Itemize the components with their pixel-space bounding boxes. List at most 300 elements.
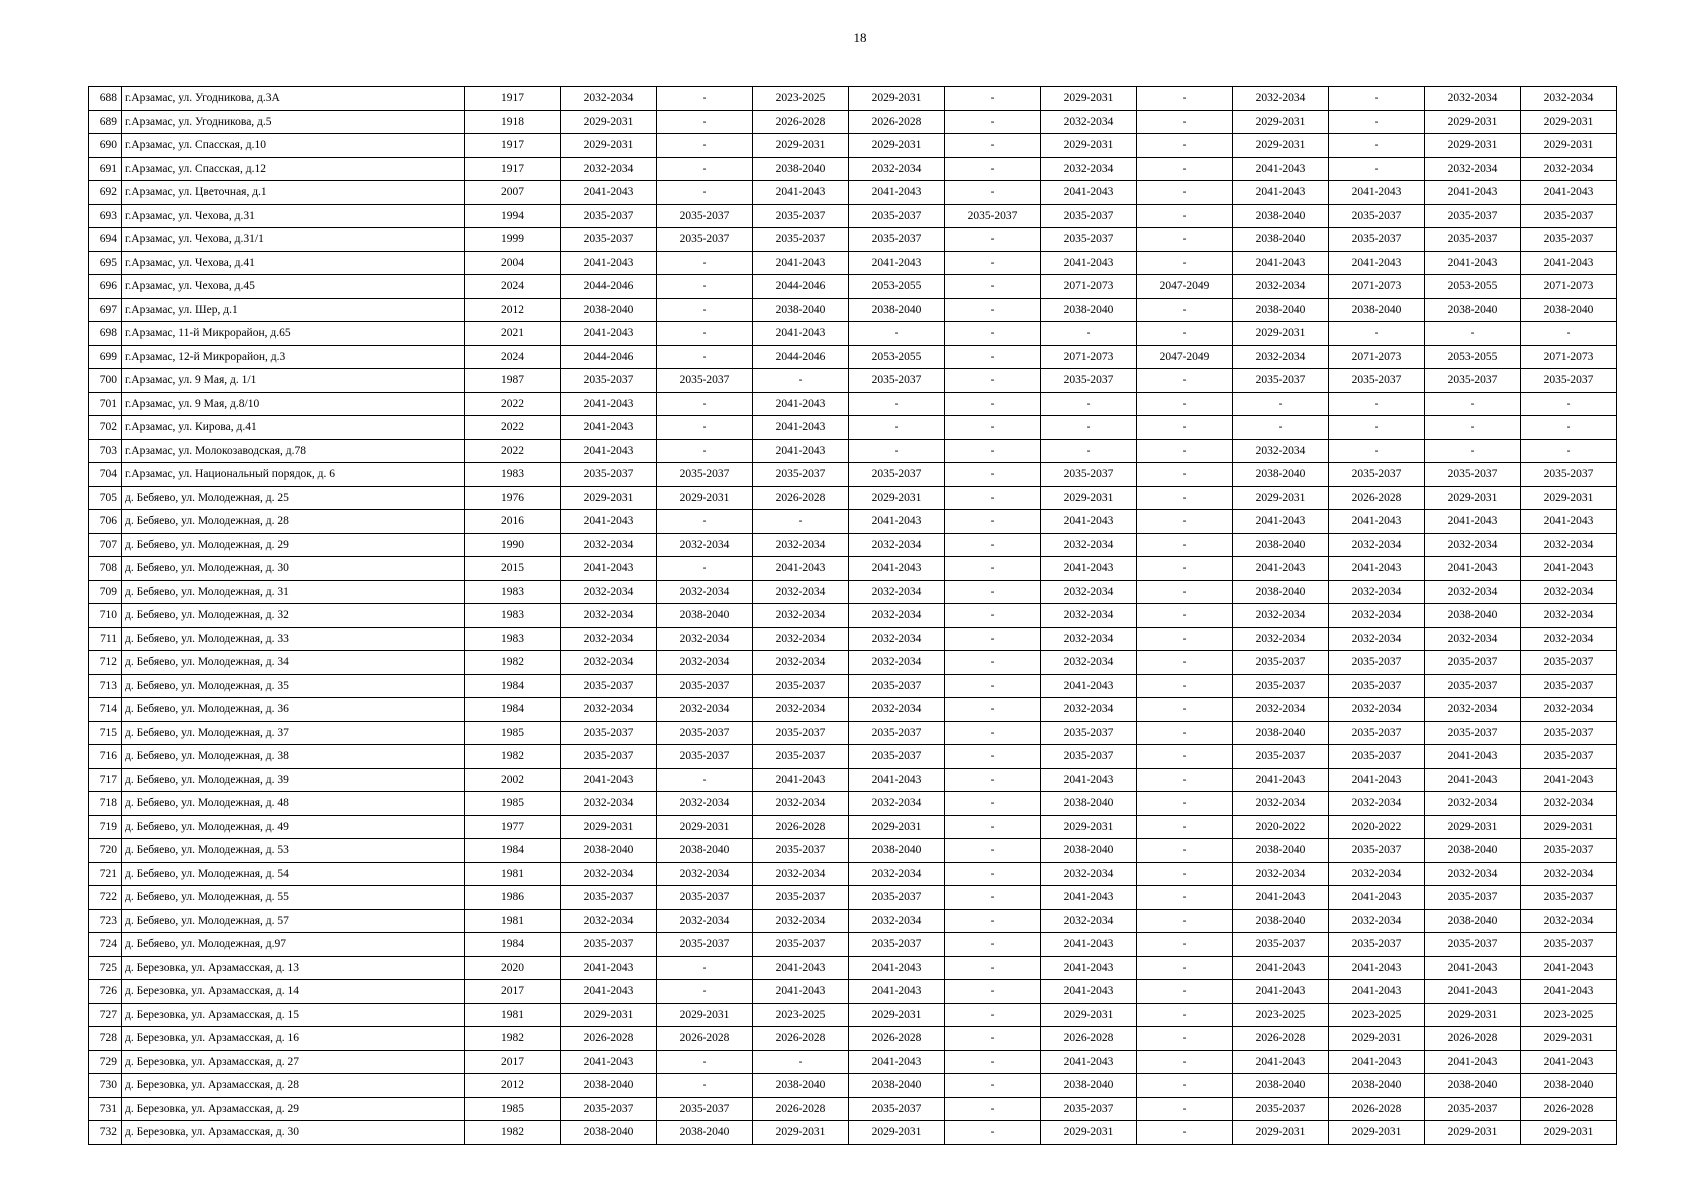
table-row <box>89 416 1617 440</box>
table-row <box>89 909 1617 933</box>
cell-period-1: 2038-2040 <box>561 1121 657 1145</box>
cell-period-5: - <box>945 251 1041 275</box>
cell-period-9: 2035-2037 <box>1329 463 1425 487</box>
cell-period-8: 2029-2031 <box>1233 1121 1329 1145</box>
cell-row-number: 693 <box>89 204 122 228</box>
cell-address: д. Березовка, ул. Арзамасская, д. 14 <box>122 980 465 1004</box>
cell-period-10: 2032-2034 <box>1425 792 1521 816</box>
cell-period-6: 2029-2031 <box>1041 1003 1137 1027</box>
cell-period-8: 2038-2040 <box>1233 228 1329 252</box>
cell-address: г.Арзамас, 11-й Микрорайон, д.65 <box>122 322 465 346</box>
cell-period-2: 2035-2037 <box>657 463 753 487</box>
cell-period-4: 2035-2037 <box>849 369 945 393</box>
cell-period-4: 2032-2034 <box>849 698 945 722</box>
cell-period-4: 2041-2043 <box>849 768 945 792</box>
cell-period-2: - <box>657 345 753 369</box>
cell-build-year: 2017 <box>465 1050 561 1074</box>
cell-period-4: 2035-2037 <box>849 463 945 487</box>
cell-period-2: 2035-2037 <box>657 933 753 957</box>
cell-period-9: 2035-2037 <box>1329 721 1425 745</box>
cell-period-11: 2029-2031 <box>1521 1121 1617 1145</box>
cell-period-9: 2071-2073 <box>1329 345 1425 369</box>
cell-period-8: 2041-2043 <box>1233 251 1329 275</box>
capital-repair-schedule-table <box>88 86 1617 1145</box>
cell-period-5: - <box>945 439 1041 463</box>
cell-period-8: - <box>1233 392 1329 416</box>
cell-period-3: 2038-2040 <box>753 157 849 181</box>
cell-period-9: 2041-2043 <box>1329 768 1425 792</box>
cell-period-11: 2041-2043 <box>1521 557 1617 581</box>
cell-period-11: 2041-2043 <box>1521 980 1617 1004</box>
cell-row-number: 708 <box>89 557 122 581</box>
cell-period-8: 2038-2040 <box>1233 721 1329 745</box>
cell-row-number: 720 <box>89 839 122 863</box>
cell-period-1: 2038-2040 <box>561 1074 657 1098</box>
cell-period-4: 2035-2037 <box>849 674 945 698</box>
cell-period-9: - <box>1329 87 1425 111</box>
cell-period-4: 2038-2040 <box>849 1074 945 1098</box>
cell-period-7: - <box>1137 369 1233 393</box>
cell-period-11: 2041-2043 <box>1521 510 1617 534</box>
cell-period-11: 2032-2034 <box>1521 909 1617 933</box>
cell-period-5: - <box>945 674 1041 698</box>
cell-period-7: - <box>1137 439 1233 463</box>
cell-address: г.Арзамас, ул. 9 Мая, д.8/10 <box>122 392 465 416</box>
cell-period-11: 2032-2034 <box>1521 627 1617 651</box>
cell-address: д. Бебяево, ул. Молодежная, д. 39 <box>122 768 465 792</box>
cell-period-4: 2029-2031 <box>849 134 945 158</box>
cell-address: д. Березовка, ул. Арзамасская, д. 27 <box>122 1050 465 1074</box>
cell-build-year: 1982 <box>465 1121 561 1145</box>
cell-period-11: 2029-2031 <box>1521 815 1617 839</box>
cell-period-11: 2071-2073 <box>1521 345 1617 369</box>
cell-address: д. Бебяево, ул. Молодежная, д. 25 <box>122 486 465 510</box>
cell-period-2: 2026-2028 <box>657 1027 753 1051</box>
cell-period-7: - <box>1137 533 1233 557</box>
cell-period-8: 2032-2034 <box>1233 862 1329 886</box>
cell-address: г.Арзамас, ул. Угодникова, д.5 <box>122 110 465 134</box>
cell-period-7: - <box>1137 1097 1233 1121</box>
cell-period-8: 2032-2034 <box>1233 792 1329 816</box>
cell-period-1: 2041-2043 <box>561 181 657 205</box>
cell-build-year: 1983 <box>465 604 561 628</box>
cell-period-10: 2032-2034 <box>1425 627 1521 651</box>
cell-build-year: 1917 <box>465 87 561 111</box>
cell-period-2: - <box>657 87 753 111</box>
cell-period-7: - <box>1137 322 1233 346</box>
cell-period-3: 2032-2034 <box>753 862 849 886</box>
cell-period-11: 2071-2073 <box>1521 275 1617 299</box>
cell-period-2: - <box>657 416 753 440</box>
cell-period-1: 2029-2031 <box>561 134 657 158</box>
cell-period-10: 2035-2037 <box>1425 1097 1521 1121</box>
cell-period-5: - <box>945 533 1041 557</box>
cell-period-8: 2035-2037 <box>1233 1097 1329 1121</box>
cell-period-11: 2029-2031 <box>1521 110 1617 134</box>
cell-build-year: 2024 <box>465 275 561 299</box>
table-row <box>89 1050 1617 1074</box>
cell-period-1: 2032-2034 <box>561 533 657 557</box>
cell-period-3: 2035-2037 <box>753 839 849 863</box>
cell-period-5: - <box>945 1003 1041 1027</box>
cell-period-4: - <box>849 439 945 463</box>
cell-row-number: 694 <box>89 228 122 252</box>
cell-period-11: 2029-2031 <box>1521 486 1617 510</box>
cell-period-1: 2041-2043 <box>561 980 657 1004</box>
cell-address: д. Бебяево, ул. Молодежная, д. 38 <box>122 745 465 769</box>
cell-period-10: 2029-2031 <box>1425 1003 1521 1027</box>
cell-period-1: 2041-2043 <box>561 1050 657 1074</box>
cell-period-2: - <box>657 110 753 134</box>
cell-period-4: 2041-2043 <box>849 956 945 980</box>
table-row <box>89 1074 1617 1098</box>
cell-period-1: 2029-2031 <box>561 1003 657 1027</box>
cell-period-4: 2035-2037 <box>849 933 945 957</box>
cell-row-number: 723 <box>89 909 122 933</box>
cell-period-11: - <box>1521 392 1617 416</box>
cell-period-8: 2032-2034 <box>1233 698 1329 722</box>
cell-address: д. Бебяево, ул. Молодежная, д. 57 <box>122 909 465 933</box>
cell-period-6: - <box>1041 416 1137 440</box>
cell-build-year: 1999 <box>465 228 561 252</box>
table-row <box>89 1121 1617 1145</box>
cell-period-8: 2038-2040 <box>1233 298 1329 322</box>
table-row <box>89 721 1617 745</box>
cell-period-1: 2035-2037 <box>561 745 657 769</box>
cell-address: г.Арзамас, ул. Кирова, д.41 <box>122 416 465 440</box>
cell-period-10: 2032-2034 <box>1425 862 1521 886</box>
cell-build-year: 1918 <box>465 110 561 134</box>
cell-period-11: 2026-2028 <box>1521 1097 1617 1121</box>
cell-period-1: 2032-2034 <box>561 604 657 628</box>
cell-period-2: 2032-2034 <box>657 698 753 722</box>
cell-address: д. Бебяево, ул. Молодежная, д. 49 <box>122 815 465 839</box>
cell-period-1: 2041-2043 <box>561 956 657 980</box>
table-row <box>89 181 1617 205</box>
cell-period-10: 2029-2031 <box>1425 486 1521 510</box>
cell-period-7: - <box>1137 510 1233 534</box>
cell-period-10: 2032-2034 <box>1425 87 1521 111</box>
cell-period-5: - <box>945 1050 1041 1074</box>
cell-period-6: 2029-2031 <box>1041 134 1137 158</box>
cell-period-1: 2032-2034 <box>561 909 657 933</box>
cell-period-6: 2032-2034 <box>1041 580 1137 604</box>
cell-period-11: 2035-2037 <box>1521 745 1617 769</box>
cell-address: г.Арзамас, ул. Цветочная, д.1 <box>122 181 465 205</box>
cell-period-5: - <box>945 275 1041 299</box>
cell-period-2: - <box>657 134 753 158</box>
cell-period-9: 2032-2034 <box>1329 627 1425 651</box>
cell-period-4: 2029-2031 <box>849 1003 945 1027</box>
table-row <box>89 157 1617 181</box>
cell-period-6: 2041-2043 <box>1041 251 1137 275</box>
cell-period-7: - <box>1137 980 1233 1004</box>
table-row <box>89 533 1617 557</box>
cell-build-year: 2024 <box>465 345 561 369</box>
cell-period-1: 2035-2037 <box>561 674 657 698</box>
cell-period-10: 2038-2040 <box>1425 604 1521 628</box>
cell-period-9: 2032-2034 <box>1329 604 1425 628</box>
cell-period-8: 2041-2043 <box>1233 157 1329 181</box>
cell-period-7: - <box>1137 580 1233 604</box>
cell-row-number: 718 <box>89 792 122 816</box>
cell-period-7: - <box>1137 181 1233 205</box>
cell-period-3: 2029-2031 <box>753 1121 849 1145</box>
cell-period-7: - <box>1137 1003 1233 1027</box>
cell-period-5: - <box>945 134 1041 158</box>
cell-period-1: 2041-2043 <box>561 557 657 581</box>
cell-period-11: 2041-2043 <box>1521 1050 1617 1074</box>
cell-period-3: 2032-2034 <box>753 909 849 933</box>
cell-period-3: 2035-2037 <box>753 745 849 769</box>
cell-period-7: - <box>1137 674 1233 698</box>
cell-period-6: 2032-2034 <box>1041 909 1137 933</box>
cell-period-8: 2032-2034 <box>1233 345 1329 369</box>
cell-period-3: 2026-2028 <box>753 815 849 839</box>
cell-build-year: 1987 <box>465 369 561 393</box>
cell-period-8: 2035-2037 <box>1233 933 1329 957</box>
cell-row-number: 692 <box>89 181 122 205</box>
cell-row-number: 702 <box>89 416 122 440</box>
cell-period-6: 2032-2034 <box>1041 533 1137 557</box>
cell-period-11: 2041-2043 <box>1521 768 1617 792</box>
cell-period-6: 2035-2037 <box>1041 369 1137 393</box>
cell-period-9: 2032-2034 <box>1329 792 1425 816</box>
cell-address: г.Арзамас, ул. Спасская, д.10 <box>122 134 465 158</box>
cell-period-1: 2032-2034 <box>561 651 657 675</box>
cell-period-10: 2041-2043 <box>1425 980 1521 1004</box>
cell-period-2: - <box>657 298 753 322</box>
table-row <box>89 604 1617 628</box>
cell-period-1: 2041-2043 <box>561 322 657 346</box>
cell-period-4: 2038-2040 <box>849 839 945 863</box>
cell-period-7: - <box>1137 1121 1233 1145</box>
cell-address: д. Бебяево, ул. Молодежная, д. 48 <box>122 792 465 816</box>
cell-address: д. Бебяево, ул. Молодежная, д. 34 <box>122 651 465 675</box>
cell-period-7: - <box>1137 1027 1233 1051</box>
cell-period-7: - <box>1137 745 1233 769</box>
cell-period-4: 2029-2031 <box>849 87 945 111</box>
cell-period-1: 2026-2028 <box>561 1027 657 1051</box>
cell-period-11: 2035-2037 <box>1521 674 1617 698</box>
cell-row-number: 698 <box>89 322 122 346</box>
cell-period-6: 2038-2040 <box>1041 792 1137 816</box>
cell-period-4: 2032-2034 <box>849 909 945 933</box>
cell-period-8: 2038-2040 <box>1233 533 1329 557</box>
cell-period-3: 2041-2043 <box>753 181 849 205</box>
cell-period-7: - <box>1137 886 1233 910</box>
cell-period-9: 2041-2043 <box>1329 886 1425 910</box>
cell-period-2: 2038-2040 <box>657 839 753 863</box>
cell-period-4: 2032-2034 <box>849 862 945 886</box>
cell-row-number: 730 <box>89 1074 122 1098</box>
cell-period-1: 2041-2043 <box>561 439 657 463</box>
cell-period-4: 2026-2028 <box>849 110 945 134</box>
cell-period-3: 2041-2043 <box>753 392 849 416</box>
cell-period-5: - <box>945 862 1041 886</box>
table-row <box>89 651 1617 675</box>
cell-build-year: 1981 <box>465 862 561 886</box>
cell-period-5: - <box>945 1121 1041 1145</box>
cell-build-year: 1977 <box>465 815 561 839</box>
cell-period-6: 2032-2034 <box>1041 651 1137 675</box>
cell-row-number: 725 <box>89 956 122 980</box>
cell-period-8: 2032-2034 <box>1233 87 1329 111</box>
cell-period-4: 2038-2040 <box>849 298 945 322</box>
cell-period-6: 2029-2031 <box>1041 486 1137 510</box>
cell-period-9: 2032-2034 <box>1329 698 1425 722</box>
cell-period-4: 2032-2034 <box>849 792 945 816</box>
cell-period-10: 2041-2043 <box>1425 510 1521 534</box>
cell-period-4: 2035-2037 <box>849 228 945 252</box>
cell-address: д. Бебяево, ул. Молодежная, д. 53 <box>122 839 465 863</box>
cell-period-1: 2032-2034 <box>561 580 657 604</box>
cell-period-9: 2035-2037 <box>1329 674 1425 698</box>
table-row <box>89 298 1617 322</box>
cell-period-5: - <box>945 815 1041 839</box>
cell-period-9: 2041-2043 <box>1329 181 1425 205</box>
cell-row-number: 711 <box>89 627 122 651</box>
cell-address: г.Арзамас, 12-й Микрорайон, д.3 <box>122 345 465 369</box>
cell-period-10: 2035-2037 <box>1425 721 1521 745</box>
cell-period-6: 2041-2043 <box>1041 768 1137 792</box>
cell-address: д. Бебяево, ул. Молодежная, д. 35 <box>122 674 465 698</box>
cell-period-7: - <box>1137 251 1233 275</box>
cell-period-7: - <box>1137 204 1233 228</box>
cell-period-8: - <box>1233 416 1329 440</box>
cell-address: д. Березовка, ул. Арзамасская, д. 16 <box>122 1027 465 1051</box>
cell-period-6: 2041-2043 <box>1041 181 1137 205</box>
cell-period-3: 2032-2034 <box>753 604 849 628</box>
cell-build-year: 1984 <box>465 674 561 698</box>
cell-period-9: 2032-2034 <box>1329 580 1425 604</box>
cell-period-10: 2035-2037 <box>1425 228 1521 252</box>
cell-period-2: 2035-2037 <box>657 674 753 698</box>
cell-address: д. Бебяево, ул. Молодежная, д. 30 <box>122 557 465 581</box>
cell-period-10: 2035-2037 <box>1425 933 1521 957</box>
cell-period-5: - <box>945 886 1041 910</box>
cell-period-5: - <box>945 486 1041 510</box>
cell-build-year: 1917 <box>465 134 561 158</box>
cell-period-10: 2041-2043 <box>1425 768 1521 792</box>
cell-address: д. Бебяево, ул. Молодежная, д. 37 <box>122 721 465 745</box>
cell-period-11: 2032-2034 <box>1521 580 1617 604</box>
cell-row-number: 697 <box>89 298 122 322</box>
cell-period-8: 2035-2037 <box>1233 651 1329 675</box>
cell-period-9: 2041-2043 <box>1329 1050 1425 1074</box>
cell-row-number: 717 <box>89 768 122 792</box>
cell-period-5: - <box>945 1097 1041 1121</box>
cell-period-8: 2041-2043 <box>1233 1050 1329 1074</box>
cell-period-6: 2035-2037 <box>1041 1097 1137 1121</box>
cell-address: г.Арзамас, ул. Шер, д.1 <box>122 298 465 322</box>
cell-period-3: 2032-2034 <box>753 698 849 722</box>
cell-row-number: 706 <box>89 510 122 534</box>
cell-build-year: 1990 <box>465 533 561 557</box>
cell-period-4: 2035-2037 <box>849 721 945 745</box>
cell-period-6: 2032-2034 <box>1041 157 1137 181</box>
cell-period-11: 2032-2034 <box>1521 533 1617 557</box>
cell-build-year: 1985 <box>465 1097 561 1121</box>
cell-period-7: - <box>1137 486 1233 510</box>
cell-period-2: - <box>657 439 753 463</box>
cell-period-4: 2041-2043 <box>849 557 945 581</box>
cell-period-6: - <box>1041 322 1137 346</box>
cell-build-year: 1982 <box>465 1027 561 1051</box>
cell-period-6: 2038-2040 <box>1041 298 1137 322</box>
cell-period-1: 2038-2040 <box>561 298 657 322</box>
cell-address: д. Березовка, ул. Арзамасская, д. 13 <box>122 956 465 980</box>
cell-period-10: - <box>1425 322 1521 346</box>
cell-build-year: 1917 <box>465 157 561 181</box>
cell-build-year: 1984 <box>465 933 561 957</box>
cell-period-11: 2032-2034 <box>1521 862 1617 886</box>
cell-build-year: 1982 <box>465 651 561 675</box>
table-row <box>89 204 1617 228</box>
cell-period-7: - <box>1137 228 1233 252</box>
cell-period-10: 2035-2037 <box>1425 674 1521 698</box>
cell-period-4: - <box>849 322 945 346</box>
table-row <box>89 580 1617 604</box>
cell-period-9: 2032-2034 <box>1329 909 1425 933</box>
cell-period-10: 2041-2043 <box>1425 956 1521 980</box>
cell-row-number: 728 <box>89 1027 122 1051</box>
cell-period-5: - <box>945 956 1041 980</box>
cell-period-2: - <box>657 251 753 275</box>
cell-period-3: 2041-2043 <box>753 768 849 792</box>
cell-period-3: 2026-2028 <box>753 1097 849 1121</box>
cell-period-10: 2041-2043 <box>1425 181 1521 205</box>
cell-period-6: 2035-2037 <box>1041 228 1137 252</box>
cell-period-3: 2029-2031 <box>753 134 849 158</box>
cell-period-10: 2035-2037 <box>1425 204 1521 228</box>
cell-period-9: - <box>1329 322 1425 346</box>
cell-period-9: 2032-2034 <box>1329 862 1425 886</box>
cell-period-4: 2032-2034 <box>849 604 945 628</box>
cell-period-4: 2035-2037 <box>849 1097 945 1121</box>
cell-period-8: 2041-2043 <box>1233 557 1329 581</box>
cell-row-number: 726 <box>89 980 122 1004</box>
cell-period-10: 2029-2031 <box>1425 1121 1521 1145</box>
cell-period-9: 2041-2043 <box>1329 557 1425 581</box>
cell-period-4: 2041-2043 <box>849 1050 945 1074</box>
cell-period-9: - <box>1329 157 1425 181</box>
cell-period-4: 2041-2043 <box>849 251 945 275</box>
cell-period-2: 2035-2037 <box>657 721 753 745</box>
cell-period-5: - <box>945 1074 1041 1098</box>
cell-period-9: - <box>1329 134 1425 158</box>
cell-period-8: 2038-2040 <box>1233 839 1329 863</box>
cell-row-number: 699 <box>89 345 122 369</box>
cell-row-number: 724 <box>89 933 122 957</box>
table-row <box>89 862 1617 886</box>
cell-period-8: 2023-2025 <box>1233 1003 1329 1027</box>
cell-period-11: 2041-2043 <box>1521 956 1617 980</box>
cell-period-4: 2032-2034 <box>849 627 945 651</box>
cell-period-11: - <box>1521 416 1617 440</box>
cell-period-4: 2041-2043 <box>849 181 945 205</box>
cell-period-8: 2032-2034 <box>1233 439 1329 463</box>
cell-address: г.Арзамас, ул. 9 Мая, д. 1/1 <box>122 369 465 393</box>
cell-period-5: - <box>945 557 1041 581</box>
cell-period-3: 2026-2028 <box>753 486 849 510</box>
cell-period-1: 2029-2031 <box>561 486 657 510</box>
cell-period-7: 2047-2049 <box>1137 345 1233 369</box>
table-row <box>89 956 1617 980</box>
cell-period-7: - <box>1137 909 1233 933</box>
table-row <box>89 745 1617 769</box>
cell-period-10: 2038-2040 <box>1425 1074 1521 1098</box>
